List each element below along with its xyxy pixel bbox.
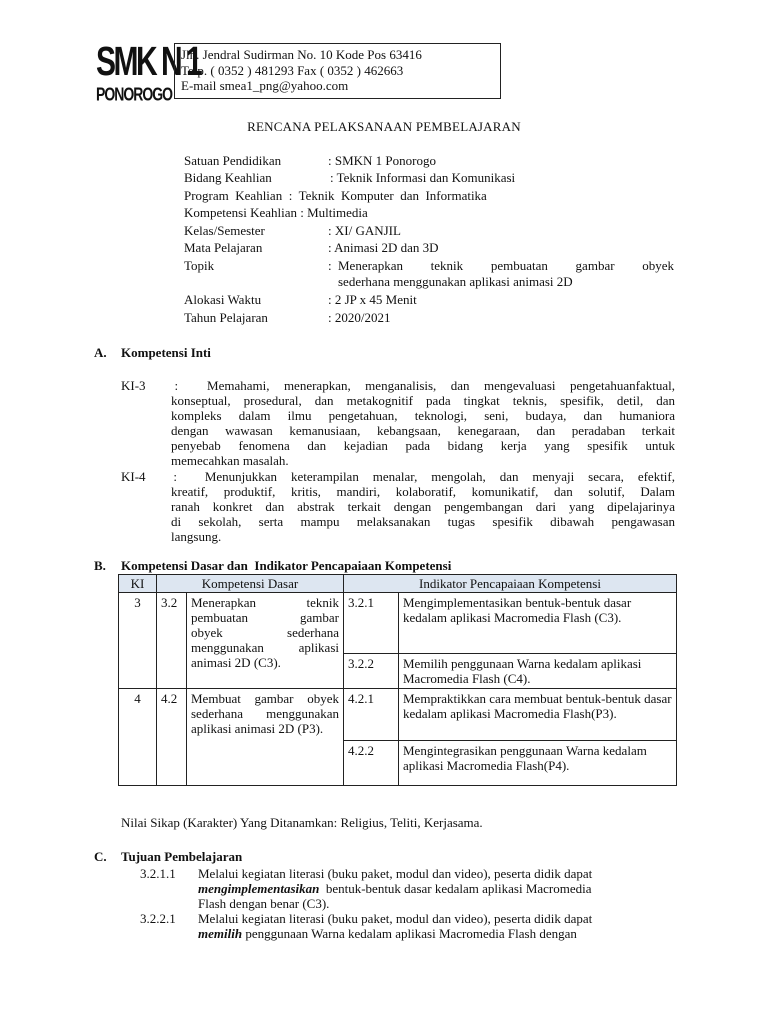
nilai-sikap: Nilai Sikap (Karakter) Yang Ditanamkan: Religius, Teliti, Kerjasama. — [121, 815, 483, 830]
program-line: Program Keahlian : Teknik Komputer dan Informatika — [184, 188, 487, 203]
school-logo — [96, 40, 201, 105]
topik-value-line1: Menerapkan teknik pembuatan gambar obyek — [338, 258, 674, 273]
section-c-heading: Tujuan Pembelajaran — [121, 849, 243, 864]
kelas-label: Kelas/Semester — [184, 223, 265, 238]
ki3-line: penyebab fenomena dan kejadian pada bidang kerja yang spesifik untuk — [171, 438, 675, 453]
indicator-no-cell: 4.2.1 — [344, 689, 399, 741]
satuan-label: Satuan Pendidikan — [184, 153, 282, 168]
bidang-label: Bidang Keahlian — [184, 170, 272, 185]
ki4-line: KI-4 : Menunjukkan keterampilan menalar, mengolah, dan menyaji secara, efektif, — [121, 469, 675, 484]
email-line: E-mail smea1_png@yahoo.com — [181, 78, 349, 93]
kd-table — [118, 574, 677, 786]
kd-no-cell: 4.2 — [157, 689, 187, 786]
section-b-letter: B. — [94, 558, 106, 573]
tujuan-line — [198, 881, 676, 896]
ki3-last-line: memecahkan masalah. — [171, 453, 289, 468]
tujuan-line-rest: bentuk-bentuk dasar kedalam aplikasi Macromedia — [319, 881, 592, 896]
tujuan-number: 3.2.2.1 — [140, 911, 176, 926]
ki4-line: di sekolah, serta mampu melaksanakan tugas spesifik dibawah pengawasan — [171, 514, 675, 529]
table-row — [119, 593, 677, 654]
indicator-text-cell: Memilih penggunaan Warna kedalam aplikasi Macromedia Flash (C4). — [399, 654, 677, 689]
address-box — [174, 43, 501, 99]
ki4-line: kreatif, produktif, kritis, mandiri, kolaboratif, komunikatif, dan solutif, Dalam — [171, 484, 675, 499]
section-b-heading: Kompetensi Dasar dan Indikator Pencapaiaan Kompetensi — [121, 558, 452, 573]
ki-cell: 3 — [119, 593, 157, 689]
kd-line: Menerapkan teknik — [191, 595, 339, 610]
kd-text-cell: Membuat gambar obyek sederhana menggunakan aplikasi animasi 2D (P3). — [187, 689, 344, 786]
tujuan-number: 3.2.1.1 — [140, 866, 176, 881]
mapel-value: : Animasi 2D dan 3D — [328, 240, 439, 255]
ki4-last-line: langsung. — [171, 529, 222, 544]
kd-line: animasi 2D (C3). — [191, 655, 281, 670]
alokasi-label: Alokasi Waktu — [184, 292, 262, 307]
ki3-line: dengan wawasan kemanusiaan, kebangsaan, kenegaraan, dan peradaban terkait — [171, 423, 675, 438]
topik-label: Topik — [184, 258, 215, 273]
indicator-no-cell: 3.2.1 — [344, 593, 399, 654]
tahun-label: Tahun Pelajaran — [184, 310, 268, 325]
tujuan-line: Melalui kegiatan literasi (buku paket, modul dan video), peserta didik dapat — [198, 911, 593, 926]
section-a-heading: Kompetensi Inti — [121, 345, 211, 360]
indicator-text-cell: Mengimplementasikan bentuk-bentuk dasar kedalam aplikasi Macromedia Flash (C3). — [399, 593, 677, 654]
topik-value-line2: sederhana menggunakan aplikasi animasi 2D — [338, 274, 573, 289]
tujuan-line — [198, 926, 676, 941]
indicator-text-cell: Mempraktikkan cara membuat bentuk-bentuk dasar kedalam aplikasi Macromedia Flash(P3). — [399, 689, 677, 741]
col-header-ki: KI — [119, 575, 157, 593]
address-line: Jln. Jendral Sudirman No. 10 Kode Pos 63416 — [181, 47, 422, 62]
table-row — [119, 689, 677, 741]
kelas-value: : XI/ GANJIL — [328, 223, 401, 238]
logo-top-text: SMK N 1 — [96, 40, 201, 85]
col-header-indikator: Indikator Pencapaiaan Kompetensi — [344, 575, 677, 593]
tahun-value: : 2020/2021 — [328, 310, 391, 325]
phone-line: Telp. ( 0352 ) 481293 Fax ( 0352 ) 462663 — [181, 62, 404, 78]
tujuan-emphasis: memilih — [198, 926, 243, 941]
ki3-line: KI-3 : Memahami, menerapkan, menganalisis, dan mengevaluasi pengetahuanfaktual, — [121, 378, 675, 393]
ki4-line: ranah konkret dan abstrak terkait dengan pengembangan dari yang dipelajarinya — [171, 499, 675, 514]
alokasi-value: : 2 JP x 45 Menit — [328, 292, 417, 307]
satuan-value: : SMKN 1 Ponorogo — [328, 153, 436, 168]
ki-cell: 4 — [119, 689, 157, 786]
col-header-kd: Kompetensi Dasar — [157, 575, 344, 593]
tujuan-line-rest: penggunaan Warna kedalam aplikasi Macromedia Flash dengan — [242, 926, 577, 941]
mapel-label: Mata Pelajaran — [184, 240, 263, 255]
ki3-line: konseptual, prosedural, dan metakognitif pada tingkat teknis, spesifik, detil, dan — [171, 393, 675, 408]
tujuan-line: Melalui kegiatan literasi (buku paket, modul dan video), peserta didik dapat — [198, 866, 593, 881]
topik-colon: : — [328, 258, 332, 273]
section-a-letter: A. — [94, 345, 107, 360]
document-title: RENCANA PELAKSANAAN PEMBELAJARAN — [247, 119, 521, 134]
bidang-value: : Teknik Informasi dan Komunikasi — [330, 170, 516, 185]
tujuan-line: Flash dengan benar (C3). — [198, 896, 330, 911]
kd-no-cell: 3.2 — [157, 593, 187, 689]
ki3-line: kompleks dalam ilmu pengetahuan, teknologi, seni, budaya, dan humaniora — [171, 408, 675, 423]
kd-line: obyek sederhana — [191, 625, 339, 640]
indicator-no-cell: 3.2.2 — [344, 654, 399, 689]
indicator-text-cell: Mengintegrasikan penggunaan Warna kedalam aplikasi Macromedia Flash(P4). — [399, 741, 677, 786]
indicator-no-cell: 4.2.2 — [344, 741, 399, 786]
kompetensi-line: Kompetensi Keahlian : Multimedia — [184, 205, 368, 220]
kd-text-cell — [187, 593, 344, 689]
section-c-letter: C. — [94, 849, 107, 864]
kd-line: menggunakan aplikasi — [191, 640, 339, 655]
kd-line: pembuatan gambar — [191, 610, 339, 625]
table-header-row — [119, 575, 677, 593]
logo-bottom-text: PONOROGO — [96, 83, 173, 105]
tujuan-emphasis: mengimplementasikan — [198, 881, 320, 896]
